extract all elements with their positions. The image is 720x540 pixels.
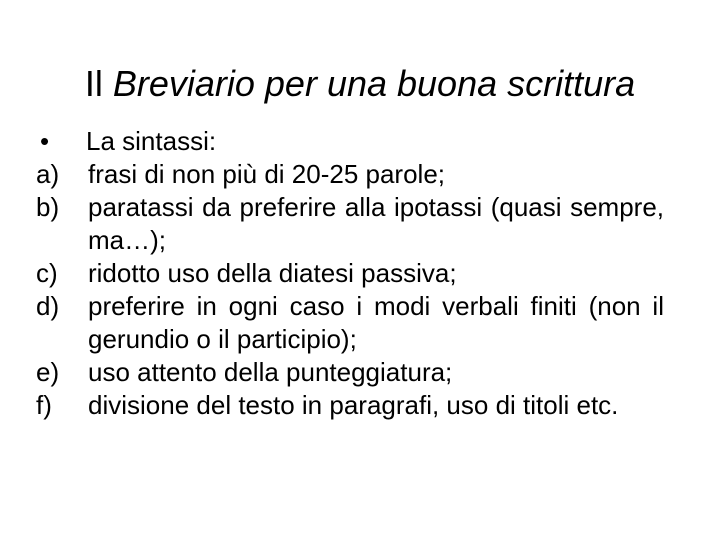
item-marker: d) [36, 291, 60, 321]
item-marker: b) [36, 192, 60, 222]
item-text: divisione del testo in paragrafi, uso di titoli etc. [88, 390, 619, 420]
bullet-icon: • [40, 126, 50, 156]
list-item-f [36, 389, 664, 422]
list-item-c [36, 257, 664, 290]
item-marker: c) [36, 258, 58, 288]
bullet-heading [36, 125, 664, 158]
item-text: frasi di non più di 20-25 parole; [88, 159, 446, 189]
list-item-d [36, 290, 664, 356]
item-marker: a) [36, 159, 60, 189]
list-item-b [36, 191, 664, 257]
title-regular: Il [84, 63, 113, 104]
item-text: uso attento della punteggiatura; [88, 357, 453, 387]
slide-title [0, 62, 720, 106]
heading-text: La sintassi: [86, 126, 217, 156]
list-item-e [36, 356, 664, 389]
list-item-a [36, 158, 664, 191]
item-text: preferire in ogni caso i modi verbali finiti (non il gerundio o il participio); [88, 291, 664, 354]
item-text: ridotto uso della diatesi passiva; [88, 258, 457, 288]
item-marker: e) [36, 357, 60, 387]
item-marker: f) [36, 390, 52, 420]
slide-body [36, 125, 664, 422]
item-text: paratassi da preferire alla ipotassi (quasi sempre, ma…); [88, 192, 664, 255]
title-italic: Breviario per una buona scrittura [112, 63, 636, 104]
